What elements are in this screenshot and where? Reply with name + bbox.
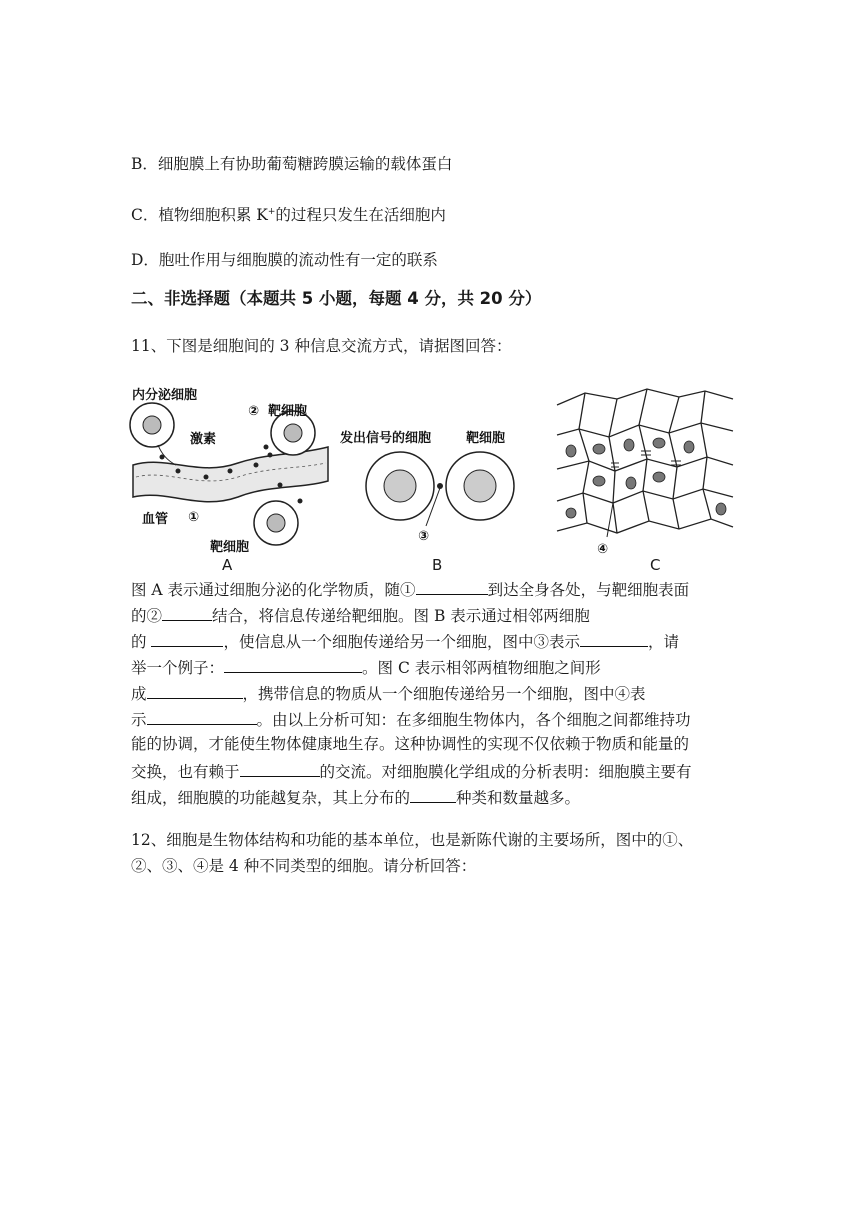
option-d: D．胞吐作用与细胞膜的流动性有一定的联系 (131, 251, 438, 269)
target-nucleus-bottom (267, 514, 285, 532)
q11-l5-a: 成 (131, 685, 147, 703)
q11-line-9 (131, 786, 580, 808)
option-c-suffix: 的过程只发生在活细胞内 (275, 206, 446, 225)
figure-a-label: A (222, 556, 233, 574)
blank-6[interactable] (147, 682, 243, 699)
label-signal-cell: 发出信号的细胞 (340, 431, 432, 446)
q11-line-3 (131, 630, 679, 652)
endocrine-nucleus (143, 416, 161, 434)
label-blood-vessel: 血管 (142, 512, 169, 527)
q12-line-2: ②、③、④是 4 种不同类型的细胞。请分析回答： (131, 857, 477, 875)
figure-b-label: B (432, 556, 443, 574)
q11-l8-a: 交换，也有赖于 (131, 763, 240, 781)
target-cell-b-nucleus (464, 470, 496, 502)
label-circle-4: ④ (597, 542, 609, 557)
blank-5[interactable] (224, 656, 362, 673)
blank-8[interactable] (240, 760, 320, 777)
figure-a (128, 385, 333, 560)
label-circle-1: ① (188, 510, 200, 525)
q11-line-1 (131, 578, 689, 600)
label-circle-2: ② (248, 404, 260, 419)
label-hormone: 激素 (190, 432, 217, 447)
q11-l3-a: 的 (131, 633, 152, 651)
target-nucleus-top (284, 424, 302, 442)
q11-l1-b: 到达全身各处，与靶细胞表面 (487, 581, 690, 599)
q11-l2-b: 结合，将信息传递给靶细胞。图 B 表示通过相邻两细胞 (212, 607, 590, 625)
blank-4[interactable] (580, 630, 648, 647)
q11-l9-a: 组成，细胞膜的功能越复杂，其上分布的 (131, 789, 411, 807)
label-endocrine-cell: 内分泌细胞 (132, 388, 198, 403)
option-c-superscript: + (267, 207, 276, 217)
q11-l1-a: 图 A 表示通过细胞分泌的化学物质，随① (131, 581, 416, 599)
blank-9[interactable] (410, 786, 456, 803)
q11-line-2 (131, 604, 590, 626)
q11-l2-a: 的② (131, 607, 163, 625)
q11-l3-b: ，使信息从一个细胞传递给另一个细胞，图中③表示 (223, 633, 580, 651)
q11-line-4 (131, 656, 601, 678)
blank-3[interactable] (151, 630, 223, 647)
q11-l4-a: 举一个例子： (131, 659, 225, 677)
q11-l5-b: ，携带信息的物质从一个细胞传递给另一个细胞，图中④表 (242, 685, 646, 703)
label-target-cell-top: 靶细胞 (268, 404, 308, 419)
figure-c (555, 385, 735, 560)
label-circle-3: ③ (418, 529, 430, 544)
signal-cell-nucleus (384, 470, 416, 502)
option-b: B．细胞膜上有协助葡萄糖跨膜运输的载体蛋白 (131, 155, 453, 173)
q11-l3-c: ，请 (647, 633, 679, 651)
q11-l4-b: 。图 C 表示相邻两植物细胞之间形 (362, 659, 601, 677)
q11-line-5 (131, 682, 646, 704)
q11-l8-b: 的交流。对细胞膜化学组成的分析表明：细胞膜主要有 (319, 763, 692, 781)
q11-l9-b: 种类和数量越多。 (456, 789, 581, 807)
label-target-cell-b: 靶细胞 (466, 431, 506, 446)
figure-c-label: C (650, 556, 661, 574)
option-c-prefix: C．植物细胞积累 K (131, 206, 268, 225)
blank-1[interactable] (416, 578, 488, 595)
q12-line-1: 12、细胞是生物体结构和功能的基本单位，也是新陈代谢的主要场所，图中的①、 (131, 831, 694, 849)
option-c (131, 202, 446, 225)
q11-stem: 11、下图是细胞间的 3 种信息交流方式，请据图回答： (131, 337, 512, 355)
q11-l6-b: 。由以上分析可知：在多细胞生物体内，各个细胞之间都维持功 (256, 711, 691, 729)
q11-l6-a: 示 (131, 711, 147, 729)
q11-line-8 (131, 760, 692, 782)
blank-2[interactable] (162, 604, 212, 621)
q11-line-6 (131, 708, 691, 730)
label-target-cell-bottom: 靶细胞 (210, 540, 250, 555)
blank-7[interactable] (147, 708, 257, 725)
section-heading: 二、非选择题（本题共 5 小题，每题 4 分，共 20 分） (131, 289, 542, 308)
figure-b (340, 428, 530, 546)
q11-line-7: 能的协调，才能使生物体健康地生存。这种协调性的实现不仅依赖于物质和能量的 (131, 735, 690, 753)
